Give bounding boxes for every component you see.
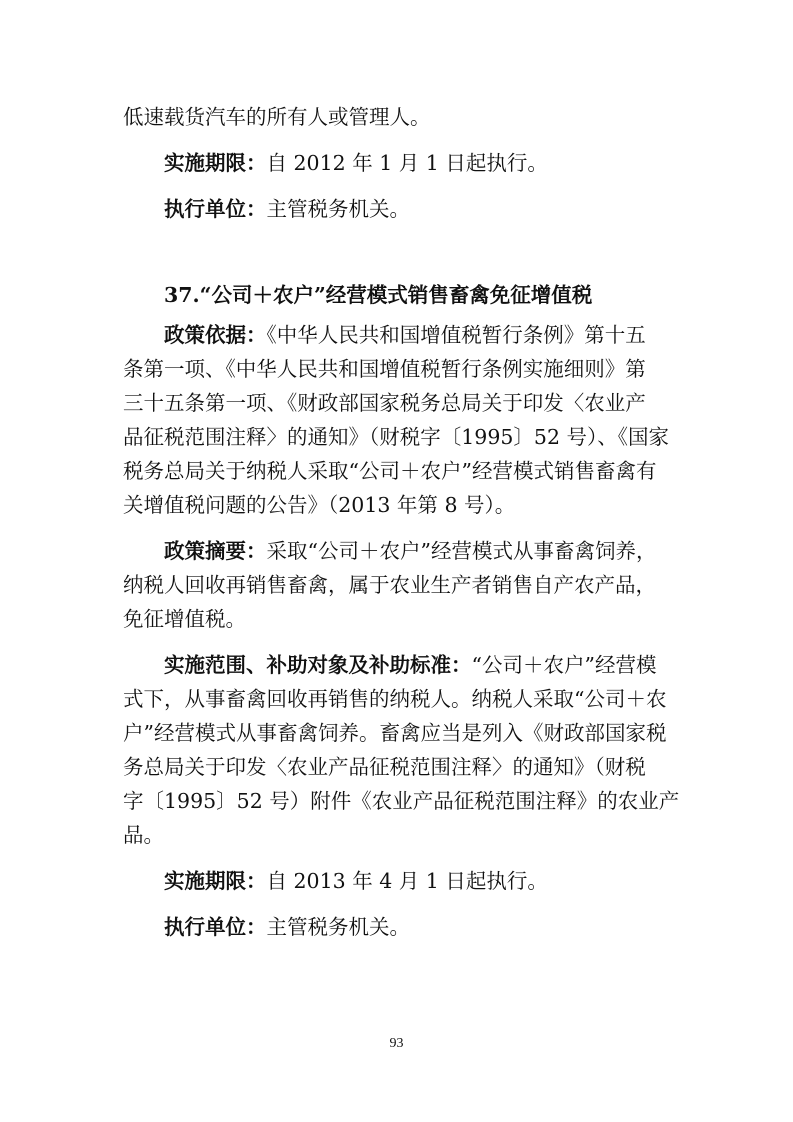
scope-text: “公司＋农户”经营模 xyxy=(471,653,657,677)
section-heading: 37.“公司＋农户”经营模式销售畜禽免征增值税 xyxy=(164,283,593,307)
paragraph-line xyxy=(123,192,678,226)
paragraph-line xyxy=(123,318,678,352)
paragraph-line: 条第一项、《中华人民共和国增值税暂行条例实施细则》第 xyxy=(123,357,646,381)
paragraph-line: 关增值税问题的公告》（2013 年第 8 号）。 xyxy=(123,493,516,517)
previous-item-unit xyxy=(123,192,678,226)
page-number: 93 xyxy=(389,1036,404,1051)
section-spacer xyxy=(123,238,678,278)
paragraph-line: 品。 xyxy=(123,823,164,847)
unit-label: 执行单位： xyxy=(164,915,267,939)
section-period xyxy=(123,864,678,898)
summary-label: 政策摘要： xyxy=(164,539,267,563)
paragraph-line: 税务总局关于纳税人采取“公司＋农户”经营模式销售畜禽有 xyxy=(123,459,657,483)
basis-label: 政策依据： xyxy=(164,323,267,347)
scope-paragraph xyxy=(123,648,678,852)
paragraph-line xyxy=(123,534,678,568)
period-value: 自 2013 年 4 月 1 日起执行。 xyxy=(266,869,548,893)
paragraph-line xyxy=(123,910,678,944)
paragraph-line: 免征增值税。 xyxy=(123,607,246,631)
unit-value: 主管税务机关。 xyxy=(266,197,410,221)
period-value: 自 2012 年 1 月 1 日起执行。 xyxy=(266,151,548,175)
unit-label: 执行单位： xyxy=(164,197,267,221)
period-label: 实施期限： xyxy=(164,151,267,175)
summary-text: 采取“公司＋农户”经营模式从事畜禽饲养， xyxy=(266,539,657,563)
paragraph-line: 式下，从事畜禽回收再销售的纳税人。纳税人采取“公司＋农 xyxy=(123,687,667,711)
previous-item-period xyxy=(123,146,678,180)
paragraph-line xyxy=(123,648,678,682)
scope-label: 实施范围、补助对象及补助标准： xyxy=(164,653,472,677)
policy-basis-paragraph xyxy=(123,318,678,522)
paragraph-line: 品征税范围注释〉的通知》（财税字〔1995〕52 号）、《国家 xyxy=(123,425,670,449)
paragraph-line: 务总局关于印发〈农业产品征税范围注释〉的通知》（财税 xyxy=(123,755,646,779)
period-label: 实施期限： xyxy=(164,869,267,893)
previous-item-tail xyxy=(123,100,678,134)
paragraph-line: 三十五条第一项、《财政部国家税务总局关于印发〈农业产 xyxy=(123,391,646,415)
document-page xyxy=(123,100,678,956)
paragraph-line xyxy=(123,146,678,180)
unit-value: 主管税务机关。 xyxy=(266,915,410,939)
section-unit xyxy=(123,910,678,944)
basis-text: 《中华人民共和国增值税暂行条例》第十五 xyxy=(266,323,646,347)
paragraph-line: 字〔1995〕52 号）附件《农业产品征税范围注释》的农业产 xyxy=(123,789,680,813)
policy-summary-paragraph xyxy=(123,534,678,636)
paragraph-line: 纳税人回收再销售畜禽，属于农业生产者销售自产农产品， xyxy=(123,573,656,597)
paragraph-line: 户”经营模式从事畜禽饲养。畜禽应当是列入《财政部国家税 xyxy=(123,721,667,745)
paragraph-line xyxy=(123,864,678,898)
paragraph-line: 低速载货汽车的所有人或管理人。 xyxy=(123,105,431,129)
